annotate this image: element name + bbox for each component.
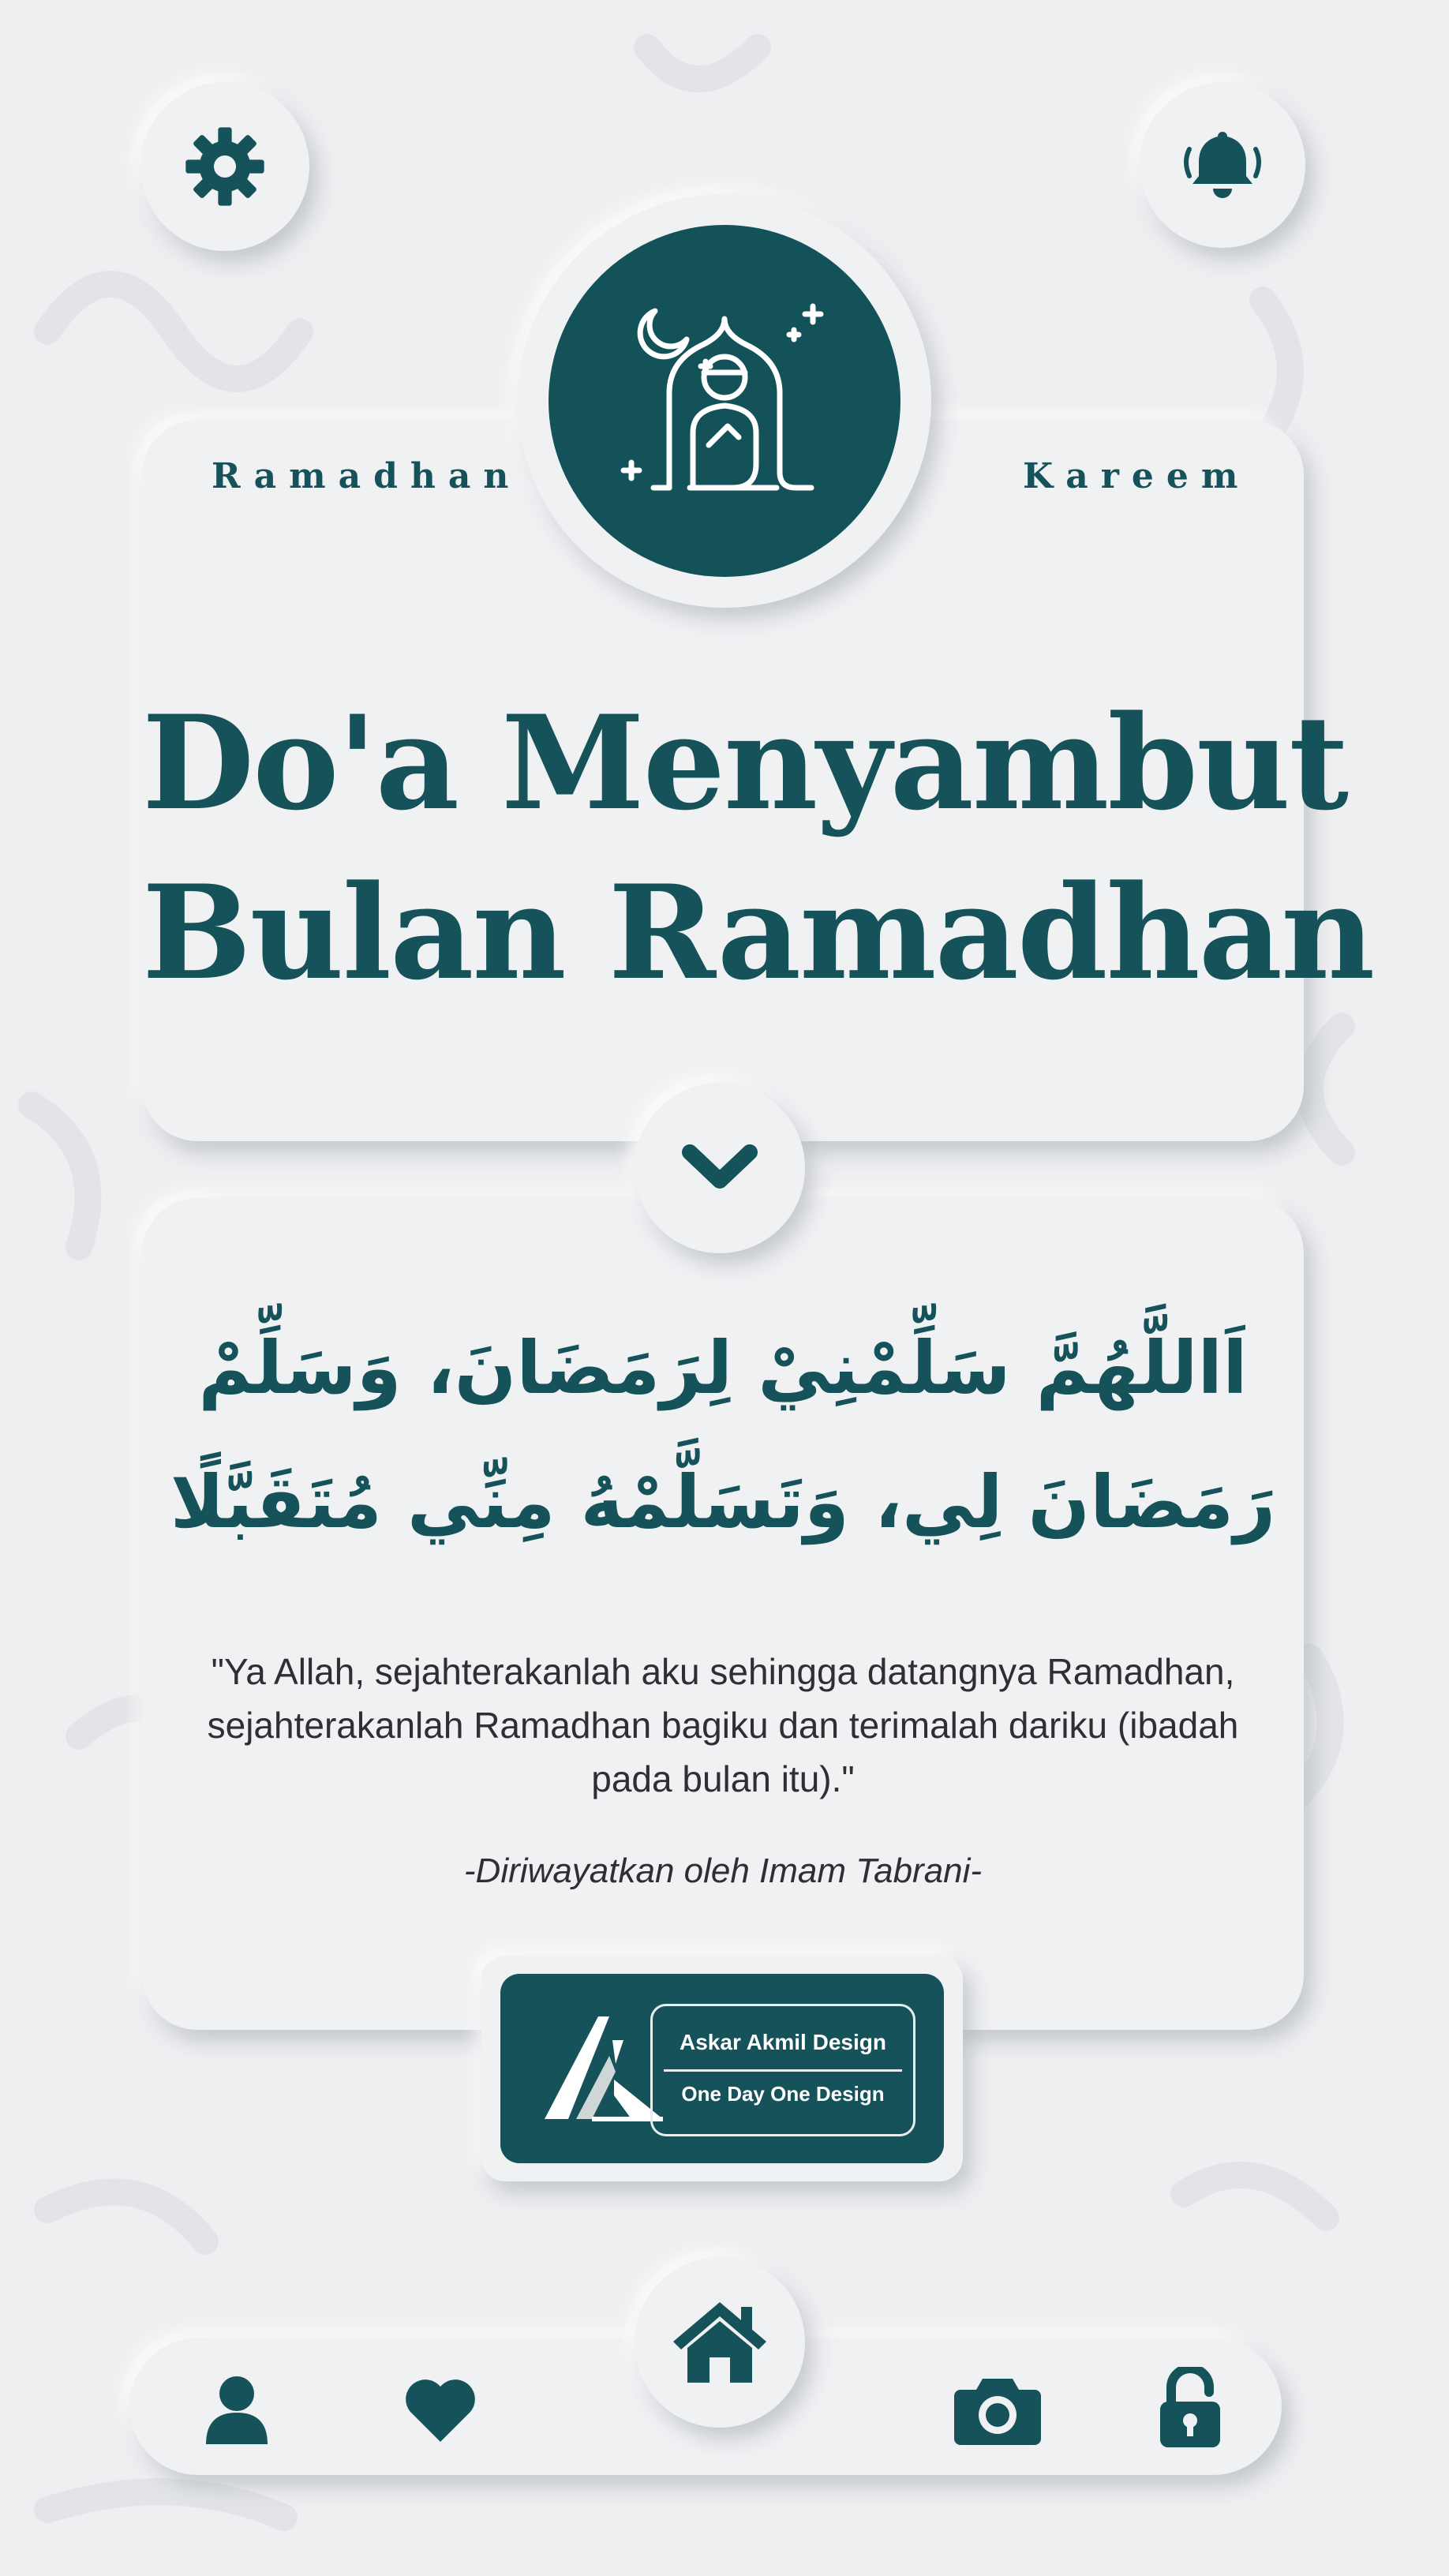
designer-badge-box — [650, 2004, 915, 2136]
ramadhan-label: Ramadhan — [212, 456, 522, 496]
prayer-translation: "Ya Allah, sejahterakanlah aku sehingga datangnya Ramadhan, sejahterakanlah Ramadhan bagiku dan terimalah dariku (ibadah pada bulan itu)." — [207, 1651, 1239, 1799]
arabic-prayer-line-1: اَاللَّهُمَّ سَلِّمْنِيْ لِرَمَضَانَ، وَسَلِّمْ — [198, 1326, 1248, 1410]
designer-name: Askar Akmil Design — [680, 2030, 886, 2054]
gear-icon — [182, 124, 268, 209]
nav-lock-button[interactable] — [1152, 2364, 1228, 2451]
nav-profile-button[interactable] — [197, 2371, 276, 2450]
notification-button[interactable] — [1140, 82, 1305, 248]
settings-button[interactable] — [140, 82, 309, 251]
page-title-line-1: Do'a Menyambut — [142, 687, 1348, 839]
user-icon — [201, 2375, 272, 2446]
designer-badge-panel — [500, 1974, 944, 2163]
expand-button[interactable] — [635, 1083, 805, 1253]
unlock-icon — [1157, 2367, 1223, 2449]
emblem — [549, 225, 900, 577]
arabic-prayer-line-2: رَمَضَانَ لِي، وَتَسَلَّمْهُ مِنِّي مُتَقَبَّلًا — [170, 1460, 1276, 1544]
emblem-ring — [518, 194, 931, 608]
designer-tagline: One Day One Design — [681, 2082, 885, 2106]
page-title-line-2: Bulan Ramadhan — [142, 856, 1374, 1009]
designer-badge — [481, 1956, 963, 2181]
camera-icon — [954, 2376, 1041, 2445]
chevron-down-icon — [682, 1143, 758, 1193]
nav-favorites-button[interactable] — [401, 2371, 480, 2450]
nav-home-button[interactable] — [635, 2257, 805, 2428]
muslim-prayer-mosque-icon — [614, 290, 835, 511]
home-icon — [670, 2299, 769, 2386]
prayer-card — [142, 1198, 1304, 2030]
nav-camera-button[interactable] — [952, 2371, 1043, 2450]
prayer-narration: -Diriwayatkan oleh Imam Tabrani- — [463, 1852, 983, 1890]
badge-divider — [664, 2069, 902, 2072]
bell-ringing-icon — [1178, 125, 1267, 204]
kareem-label: Kareem — [1023, 456, 1251, 496]
heart-icon — [404, 2377, 477, 2443]
